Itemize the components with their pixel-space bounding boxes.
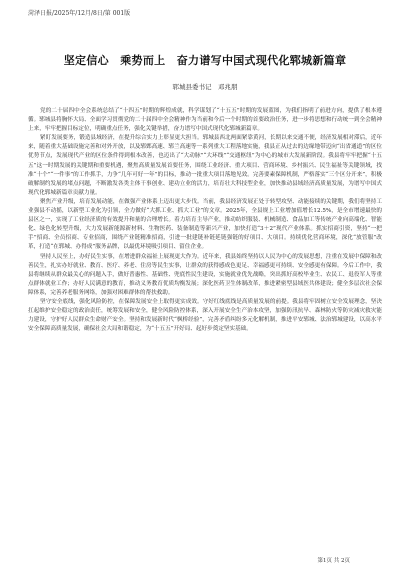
page-number: 第1页 共 2页	[317, 558, 350, 564]
article-paragraph: 党的二十届四中全会系统总结了“十四五”时期的辉煌成就，科学谋划了“十五五”时期的发展蓝图，为我们指明了前进方向，提供了根本遵循。郓城县将胸怀大局、全面学习贯彻党的二十届四中全会精神作为当前和今后一个时期的首要政治任务，进一步将思想和行动统一到全会精神上来，牢牢把握目标定位，明确重点任务，强化关键举措，奋力谱写中国式现代化郓城新篇章。	[28, 108, 382, 133]
article-paragraph: 坚持人民至上，办好民生实事，在增进群众福祉上展现更大作为。近年来，我县始终坚持以人民为中心的发展思想，注重在发展中保障和改善民生，扎实办好就业、教育、医疗、养老、住房等民生实事，让群众的获得感成色更足、幸福感更可持续、安全感更有保障。今后工作中，我县将继续从群众最关心的问题入手，做好普惠性、基础性、兜底性民生建设，实施就业优先战略，突出抓好高校毕业生、农民工、退役军人等重点群体就业工作；办好人民满意的教育，推动义务教育优质均衡发展；深化医药卫生体制改革，推进紧密型县域医共体建设；健全多层次社会保障体系，完善养老服务网络，加强对困难群体的帮扶救助。	[28, 253, 382, 296]
article-body	[28, 107, 382, 334]
article-paragraph: 紧盯发展要务，锻造县域经济，在提升综合实力上彰显更大担当。郓城县西北两面紧靠黄河，长期以来交通不便，经济发展相对滞后，近年来，随着重大基础设施完善和对外开放，以及郓鄄高速、郓兰高速等一系列重大工程落地实施，我县正从过去的边缘地带迈向“出省通道”的区位优势节点，发展现代产业的区位条件得到根本改善，也迈出了“大动脉”“大环线”“交通枢纽”为中心的城市大发展新阶段。我县将牢牢把握“十五五”这一时期发展的关键期和重要机遇，聚焦高质量发展首要任务，围绕工业经济、重大项目、营商环境、乡村振兴、民生福祉等关键领域，找准“十个”“一件事”的工作抓手，力争“几年可好一年”的目标，推动一批重大项目落地见效。完善要素保障机制，严格落实“三个区分开来”，积极破解制约发展的堵点问题，不断激发各类主体干事创业、建功立业的活力，培育壮大科技型企业，加快推动县域经济高质量发展，为谱写中国式现代化郓城新篇章贡献力量。	[28, 135, 382, 196]
article-paragraph: 聚焦产业升级，培育发展动能，在做强产业体系上迈出更大步伐。当前，我县经济发展正处于转型攻坚、动能接续的关键期，我们将坚持工业强县不动摇，以新型工业化为引领，全力做好“大抓工业、抓大工业”的文章。2025年，全县规上工业增加值增长12.5%，是全市增速最快的县区之一，实现了工业经济质的有效提升和量的合理增长。着力培育主导产业，推动纺织服装、机械制造、食品加工等传统产业向高端化、智能化、绿色化转型升级，大力发展新能源新材料、生物医药、装备制造等新兴产业，加快打造“3＋2”现代产业体系。抓实招商引资，坚持“一把手”招商、全员招商、专业招商，围绕产业链精准招商，引进一批建链补链延链强链的好项目、大项目。持续优化营商环境，深化“放管服”改革，打造“在郓城、办得成”服务品牌，以最优环境吸引项目、留住企业。	[28, 198, 382, 251]
article-paragraph: 坚守安全底线，强化风险防控，在保障发展安全上取得更实成效。守好红线底线是高质量发展的前提。我县将牢固树立安全发展理念，坚决扛起维护安全稳定的政治责任，统筹发展和安全，健全风险防控体系，深入开展安全生产治本攻坚，加强防汛抗旱、森林防火等防灾减灾救灾能力建设，守护好人民群众生命财产安全。坚持和发展新时代“枫桥经验”，完善矛盾纠纷多元化解机制，推进平安郓城、法治郓城建设，以高水平安全保障高质量发展，确保社会大局和谐稳定，为“十五五”开好局、起好步奠定坚实基础。	[28, 298, 382, 333]
publication-header: 菏泽日报/2025年/12月/8日/第 001版	[28, 10, 131, 17]
article-byline: 郓城县委书记 邓兆朋	[172, 83, 238, 91]
article-title: 坚定信心 乘势而上 奋力谱写中国式现代化郓城新篇章	[63, 54, 347, 67]
